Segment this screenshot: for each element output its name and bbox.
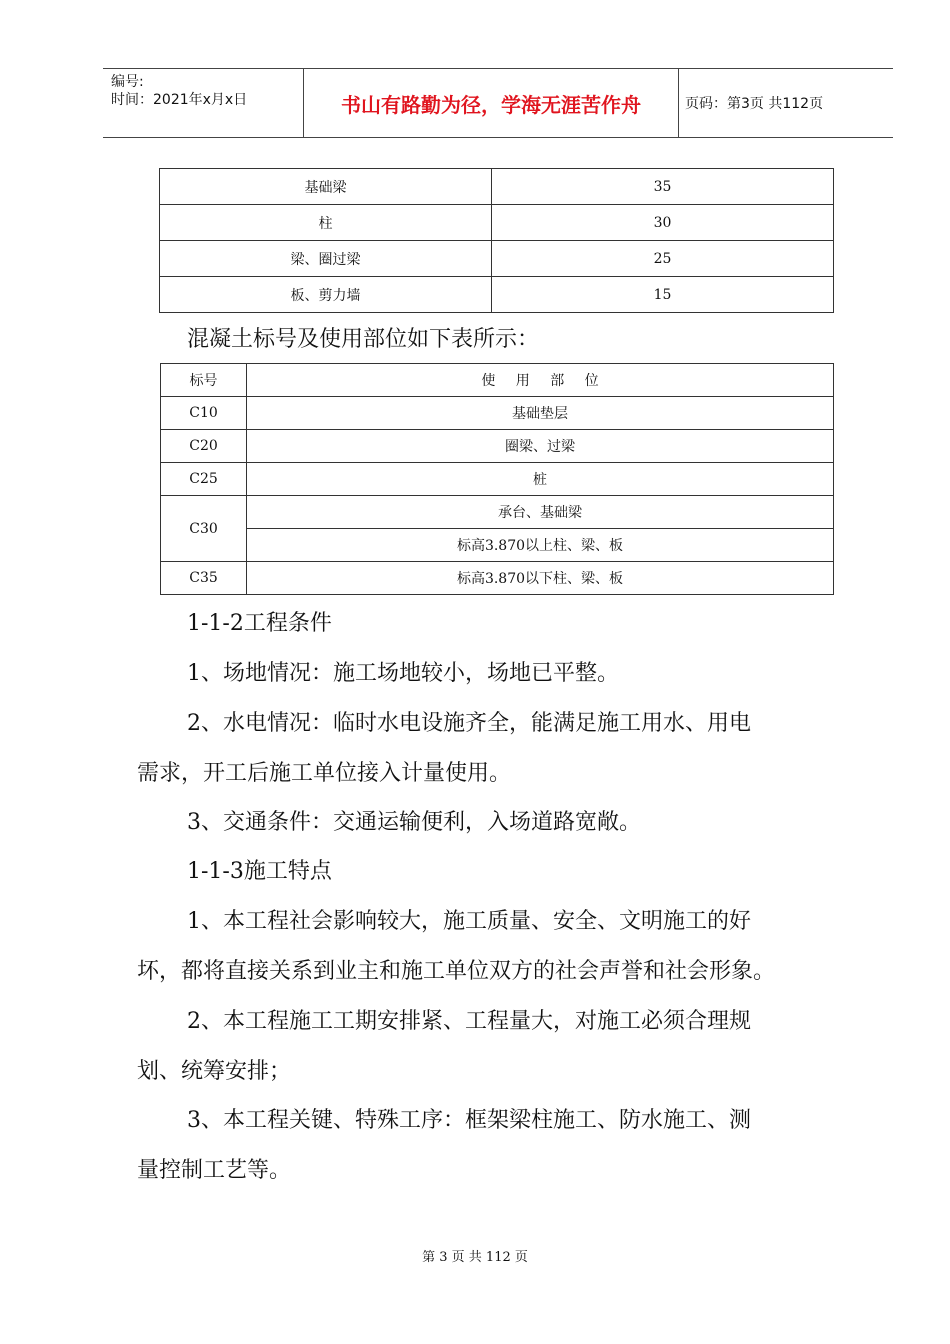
table-cell: C25 (161, 463, 247, 496)
table-cell: 标高3.870以上柱、梁、板 (247, 529, 834, 562)
table-row (161, 430, 834, 463)
table-cell: 35 (492, 169, 834, 205)
table-cell: 承台、基础梁 (247, 496, 834, 529)
table-cell: 桩 (247, 463, 834, 496)
header-meta (103, 69, 303, 137)
table-cell: C35 (161, 562, 247, 595)
header-cell-usage: 使 用 部 位 (247, 364, 834, 397)
body-paragraph: 3、交通条件：交通运输便利，入场道路宽敞。 (187, 810, 641, 835)
table-cell: 梁、圈过梁 (160, 241, 492, 277)
body-paragraph: 2、本工程施工工期安排紧、工程量大，对施工必须合理规 (187, 1009, 751, 1034)
table-row (160, 169, 834, 205)
table-cell: 基础梁 (160, 169, 492, 205)
concrete-grade-table (160, 363, 834, 595)
header-cell-grade: 标号 (161, 364, 247, 397)
table-cell: 圈梁、过梁 (247, 430, 834, 463)
body-paragraph-cont: 坏，都将直接关系到业主和施工单位双方的社会声誉和社会形象。 (137, 959, 776, 984)
table-cell: 15 (492, 277, 834, 313)
table-header-row (161, 364, 834, 397)
serial-label: 编号: (111, 74, 144, 90)
table-cell: 基础垫层 (247, 397, 834, 430)
table-row (161, 397, 834, 430)
body-paragraph: 1、场地情况：施工场地较小，场地已平整。 (187, 661, 619, 686)
time-label: 时间：2021年x月x日 (111, 92, 248, 108)
table-row (161, 562, 834, 595)
table-cell: C20 (161, 430, 247, 463)
body-paragraph: 1、本工程社会影响较大，施工质量、安全、文明施工的好 (187, 909, 751, 934)
table-row (160, 241, 834, 277)
body-paragraph: 3、本工程关键、特殊工序：框架梁柱施工、防水施工、测 (187, 1108, 751, 1133)
table-row (160, 205, 834, 241)
table-cell: C10 (161, 397, 247, 430)
page-footer: 第 3 页 共 112 页 (422, 1250, 528, 1265)
page-header (103, 68, 893, 138)
header-motto: 书山有路勤为径，学海无涯苦作舟 (341, 92, 641, 117)
header-motto-cell (303, 69, 679, 137)
body-paragraph-cont: 划、统筹安排； (137, 1059, 292, 1084)
table-cell: 30 (492, 205, 834, 241)
table-row (161, 529, 834, 562)
table-cell: 板、剪力墙 (160, 277, 492, 313)
table-cell: C30 (161, 496, 247, 562)
table-row (160, 277, 834, 313)
header-page-label: 页码：第3页 共112页 (685, 96, 824, 112)
table-row (161, 463, 834, 496)
table-cell: 标高3.870以下柱、梁、板 (247, 562, 834, 595)
section-heading: 1-1-2工程条件 (187, 611, 332, 636)
thickness-table (159, 168, 834, 313)
table-cell: 25 (492, 241, 834, 277)
body-paragraph-cont: 需求，开工后施工单位接入计量使用。 (137, 761, 512, 786)
section-heading: 1-1-3施工特点 (187, 859, 332, 884)
table-row (161, 496, 834, 529)
intro-paragraph: 混凝土标号及使用部位如下表所示： (187, 327, 540, 352)
body-paragraph-cont: 量控制工艺等。 (137, 1158, 292, 1183)
table-cell: 柱 (160, 205, 492, 241)
body-paragraph: 2、水电情况：临时水电设施齐全，能满足施工用水、用电 (187, 711, 751, 736)
